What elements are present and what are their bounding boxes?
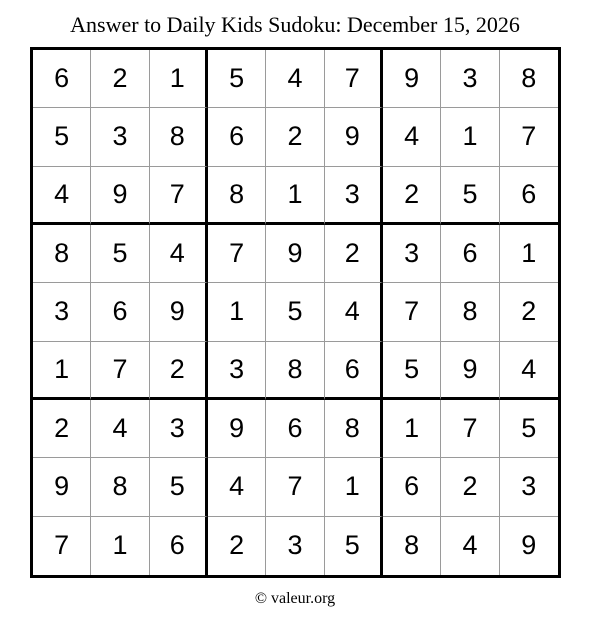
sudoku-cell: 6 <box>441 225 499 283</box>
sudoku-cell: 7 <box>441 400 499 458</box>
copyright-footer: © valeur.org <box>254 590 336 607</box>
sudoku-cell: 1 <box>91 517 149 575</box>
sudoku-cell: 5 <box>325 517 383 575</box>
sudoku-cell: 8 <box>441 283 499 341</box>
sudoku-cell: 1 <box>266 167 324 225</box>
sudoku-cell: 5 <box>383 342 441 400</box>
sudoku-cell: 2 <box>325 225 383 283</box>
sudoku-cell: 4 <box>383 108 441 166</box>
sudoku-cell: 8 <box>150 108 208 166</box>
sudoku-cell: 7 <box>325 50 383 108</box>
sudoku-cell: 9 <box>33 458 91 516</box>
sudoku-cell: 9 <box>441 342 499 400</box>
sudoku-cell: 2 <box>33 400 91 458</box>
sudoku-cell: 6 <box>325 342 383 400</box>
sudoku-cell: 6 <box>266 400 324 458</box>
sudoku-cell: 6 <box>500 167 558 225</box>
sudoku-cell: 8 <box>208 167 266 225</box>
sudoku-cell: 8 <box>33 225 91 283</box>
sudoku-cell: 5 <box>500 400 558 458</box>
sudoku-cell: 2 <box>441 458 499 516</box>
sudoku-cell: 2 <box>383 167 441 225</box>
sudoku-cell: 3 <box>441 50 499 108</box>
sudoku-cell: 4 <box>91 400 149 458</box>
sudoku-cell: 5 <box>91 225 149 283</box>
sudoku-cell: 3 <box>266 517 324 575</box>
sudoku-cell: 5 <box>208 50 266 108</box>
sudoku-cell: 1 <box>325 458 383 516</box>
sudoku-cell: 4 <box>441 517 499 575</box>
sudoku-cell: 1 <box>383 400 441 458</box>
sudoku-cell: 3 <box>500 458 558 516</box>
sudoku-cell: 4 <box>208 458 266 516</box>
sudoku-cell: 2 <box>91 50 149 108</box>
sudoku-cell: 8 <box>383 517 441 575</box>
sudoku-cell: 5 <box>441 167 499 225</box>
sudoku-cell: 1 <box>208 283 266 341</box>
sudoku-cell: 7 <box>383 283 441 341</box>
sudoku-cell: 9 <box>383 50 441 108</box>
sudoku-cell: 7 <box>91 342 149 400</box>
sudoku-cell: 9 <box>150 283 208 341</box>
sudoku-cell: 3 <box>325 167 383 225</box>
sudoku-cell: 4 <box>33 167 91 225</box>
sudoku-cell: 9 <box>208 400 266 458</box>
sudoku-cell: 9 <box>325 108 383 166</box>
sudoku-cell: 8 <box>325 400 383 458</box>
sudoku-cell: 7 <box>266 458 324 516</box>
sudoku-cell: 1 <box>150 50 208 108</box>
sudoku-cell: 4 <box>150 225 208 283</box>
sudoku-cell: 4 <box>266 50 324 108</box>
sudoku-cell: 5 <box>150 458 208 516</box>
sudoku-cell: 3 <box>383 225 441 283</box>
sudoku-cell: 4 <box>325 283 383 341</box>
sudoku-cell: 3 <box>91 108 149 166</box>
sudoku-cell: 2 <box>266 108 324 166</box>
sudoku-cell: 9 <box>91 167 149 225</box>
sudoku-cell: 6 <box>150 517 208 575</box>
sudoku-cell: 6 <box>33 50 91 108</box>
sudoku-cell: 8 <box>500 50 558 108</box>
sudoku-cell: 6 <box>383 458 441 516</box>
sudoku-cell: 9 <box>266 225 324 283</box>
sudoku-cell: 9 <box>521 530 537 561</box>
sudoku-cell: 5 <box>266 283 324 341</box>
sudoku-cell: 3 <box>150 400 208 458</box>
sudoku-cell: 3 <box>208 342 266 400</box>
sudoku-cell: 8 <box>266 342 324 400</box>
sudoku-cell: 6 <box>91 283 149 341</box>
sudoku-cell: 2 <box>500 283 558 341</box>
sudoku-cell: 7 <box>33 517 91 575</box>
sudoku-cell: 1 <box>441 108 499 166</box>
page-title: Answer to Daily Kids Sudoku: December 15, 2026 <box>70 12 520 37</box>
sudoku-cell: 2 <box>150 342 208 400</box>
sudoku-cell: 2 <box>208 517 266 575</box>
sudoku-grid <box>30 47 561 578</box>
sudoku-cell: 4 <box>500 342 558 400</box>
sudoku-cell: 1 <box>33 342 91 400</box>
sudoku-cell: 6 <box>208 108 266 166</box>
sudoku-cell: 7 <box>500 108 558 166</box>
sudoku-cell: 1 <box>500 225 558 283</box>
sudoku-cell: 7 <box>150 167 208 225</box>
sudoku-cell: 5 <box>33 108 91 166</box>
sudoku-cell: 3 <box>33 283 91 341</box>
sudoku-cell: 8 <box>91 458 149 516</box>
sudoku-cell: 7 <box>208 225 266 283</box>
